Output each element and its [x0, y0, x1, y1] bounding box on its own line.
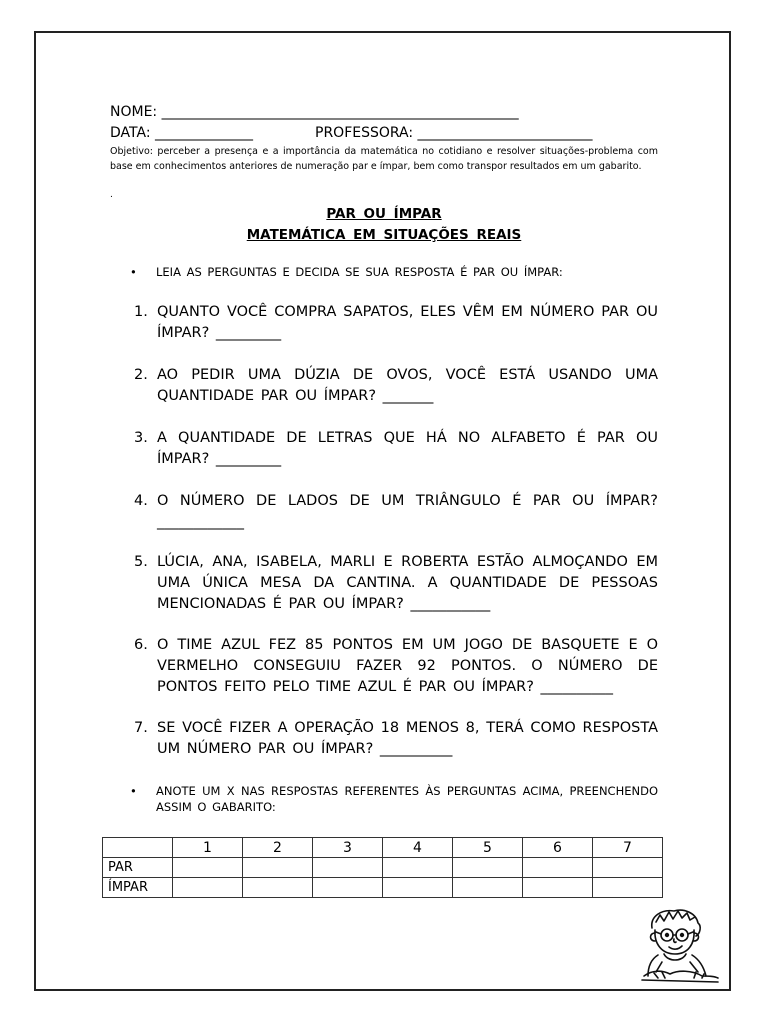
bullet-icon: • — [130, 265, 137, 279]
question-number: 6. — [134, 637, 148, 653]
answer-cell[interactable] — [173, 858, 243, 878]
answer-key-header-row — [103, 838, 663, 858]
answer-cell[interactable] — [383, 878, 453, 898]
answer-key-column-header: 2 — [243, 838, 313, 858]
question-text: O NÚMERO DE LADOS DE UM TRIÂNGULO É PAR OU ÍMPAR? ____________ — [157, 493, 658, 530]
answer-cell[interactable] — [383, 858, 453, 878]
bullet-icon: • — [130, 784, 137, 798]
question-text: O TIME AZUL FEZ 85 PONTOS EM UM JOGO DE BASQUETE E O VERMELHO CONSEGUIU FAZER 92 PONTOS. O NÚMERO DE PONTOS FEITO PELO TIME AZUL É PAR OU ÍMPAR? __________ — [157, 637, 658, 695]
answer-cell[interactable] — [313, 858, 383, 878]
answer-cell[interactable] — [243, 858, 313, 878]
boy-with-glasses-cartoon — [640, 906, 720, 984]
answer-key-column-header: 4 — [383, 838, 453, 858]
question-text: LÚCIA, ANA, ISABELA, MARLI E ROBERTA ESTÃO ALMOÇANDO EM UMA ÚNICA MESA DA CANTINA. A QUANTIDADE DE PESSOAS MENCIONADAS É PAR OU ÍMPAR? ___________ — [157, 554, 658, 612]
question-number: 2. — [134, 367, 148, 383]
question-text: SE VOCÊ FIZER A OPERAÇÃO 18 MENOS 8, TERÁ COMO RESPOSTA UM NÚMERO PAR OU ÍMPAR? __________ — [157, 720, 658, 757]
question-number: 5. — [134, 554, 148, 570]
question-number: 7. — [134, 720, 148, 736]
answer-key-table — [102, 837, 663, 898]
answer-key-column-header: 7 — [593, 838, 663, 858]
name-field-line: NOME: ___________________________________________________ — [110, 104, 519, 120]
question-6 — [134, 635, 658, 698]
instruction-mark-text: ANOTE UM X NAS RESPOSTAS REFERENTES ÀS PERGUNTAS ACIMA, PREENCHENDO ASSIM O GABARITO: — [156, 784, 658, 814]
question-text: AO PEDIR UMA DÚZIA DE OVOS, VOCÊ ESTÁ USANDO UMA QUANTIDADE PAR OU ÍMPAR? _______ — [157, 367, 658, 404]
instruction-mark — [130, 783, 658, 815]
answer-key-column-header: 3 — [313, 838, 383, 858]
question-text: QUANTO VOCÊ COMPRA SAPATOS, ELES VÊM EM NÚMERO PAR OU ÍMPAR? _________ — [157, 304, 658, 341]
objective-text: Objetivo: perceber a presença e a importância da matemática no cotidiano e resolver situações-problema com base em conhecimentos anteriores de numeração par e ímpar, bem como transpor resultados em um gabarito. — [110, 146, 658, 172]
question-number: 4. — [134, 493, 148, 509]
answer-key-corner-cell — [103, 838, 173, 858]
answer-cell[interactable] — [453, 858, 523, 878]
teacher-field-line: PROFESSORA: _________________________ — [315, 125, 593, 141]
stray-dot: . — [110, 190, 113, 200]
worksheet-subtitle: MATEMÁTICA EM SITUAÇÕES REAIS — [246, 227, 522, 243]
date-field-line: DATA: ______________ — [110, 125, 253, 141]
question-2 — [134, 365, 658, 407]
question-3 — [134, 428, 658, 470]
answer-key-row-impar — [103, 878, 663, 898]
answer-cell[interactable] — [173, 878, 243, 898]
question-number: 1. — [134, 304, 148, 320]
question-7 — [134, 718, 658, 760]
answer-cell[interactable] — [453, 878, 523, 898]
question-number: 3. — [134, 430, 148, 446]
question-1 — [134, 302, 658, 344]
question-4 — [134, 491, 658, 533]
question-5 — [134, 552, 658, 615]
answer-cell[interactable] — [313, 878, 383, 898]
answer-key-row-label: ÍMPAR — [103, 878, 173, 898]
answer-key-column-header: 1 — [173, 838, 243, 858]
answer-key-column-header: 5 — [453, 838, 523, 858]
answer-key-row-par — [103, 858, 663, 878]
answer-cell[interactable] — [593, 858, 663, 878]
instruction-read-text: LEIA AS PERGUNTAS E DECIDA SE SUA RESPOSTA É PAR OU ÍMPAR: — [156, 265, 563, 279]
answer-key-column-header: 6 — [523, 838, 593, 858]
answer-cell[interactable] — [593, 878, 663, 898]
question-text: A QUANTIDADE DE LETRAS QUE HÁ NO ALFABETO É PAR OU ÍMPAR? _________ — [157, 430, 658, 467]
instruction-read — [130, 264, 658, 280]
answer-cell[interactable] — [243, 878, 313, 898]
answer-cell[interactable] — [523, 858, 593, 878]
answer-cell[interactable] — [523, 878, 593, 898]
answer-key-row-label: PAR — [103, 858, 173, 878]
worksheet-title: PAR OU ÍMPAR — [326, 206, 442, 222]
